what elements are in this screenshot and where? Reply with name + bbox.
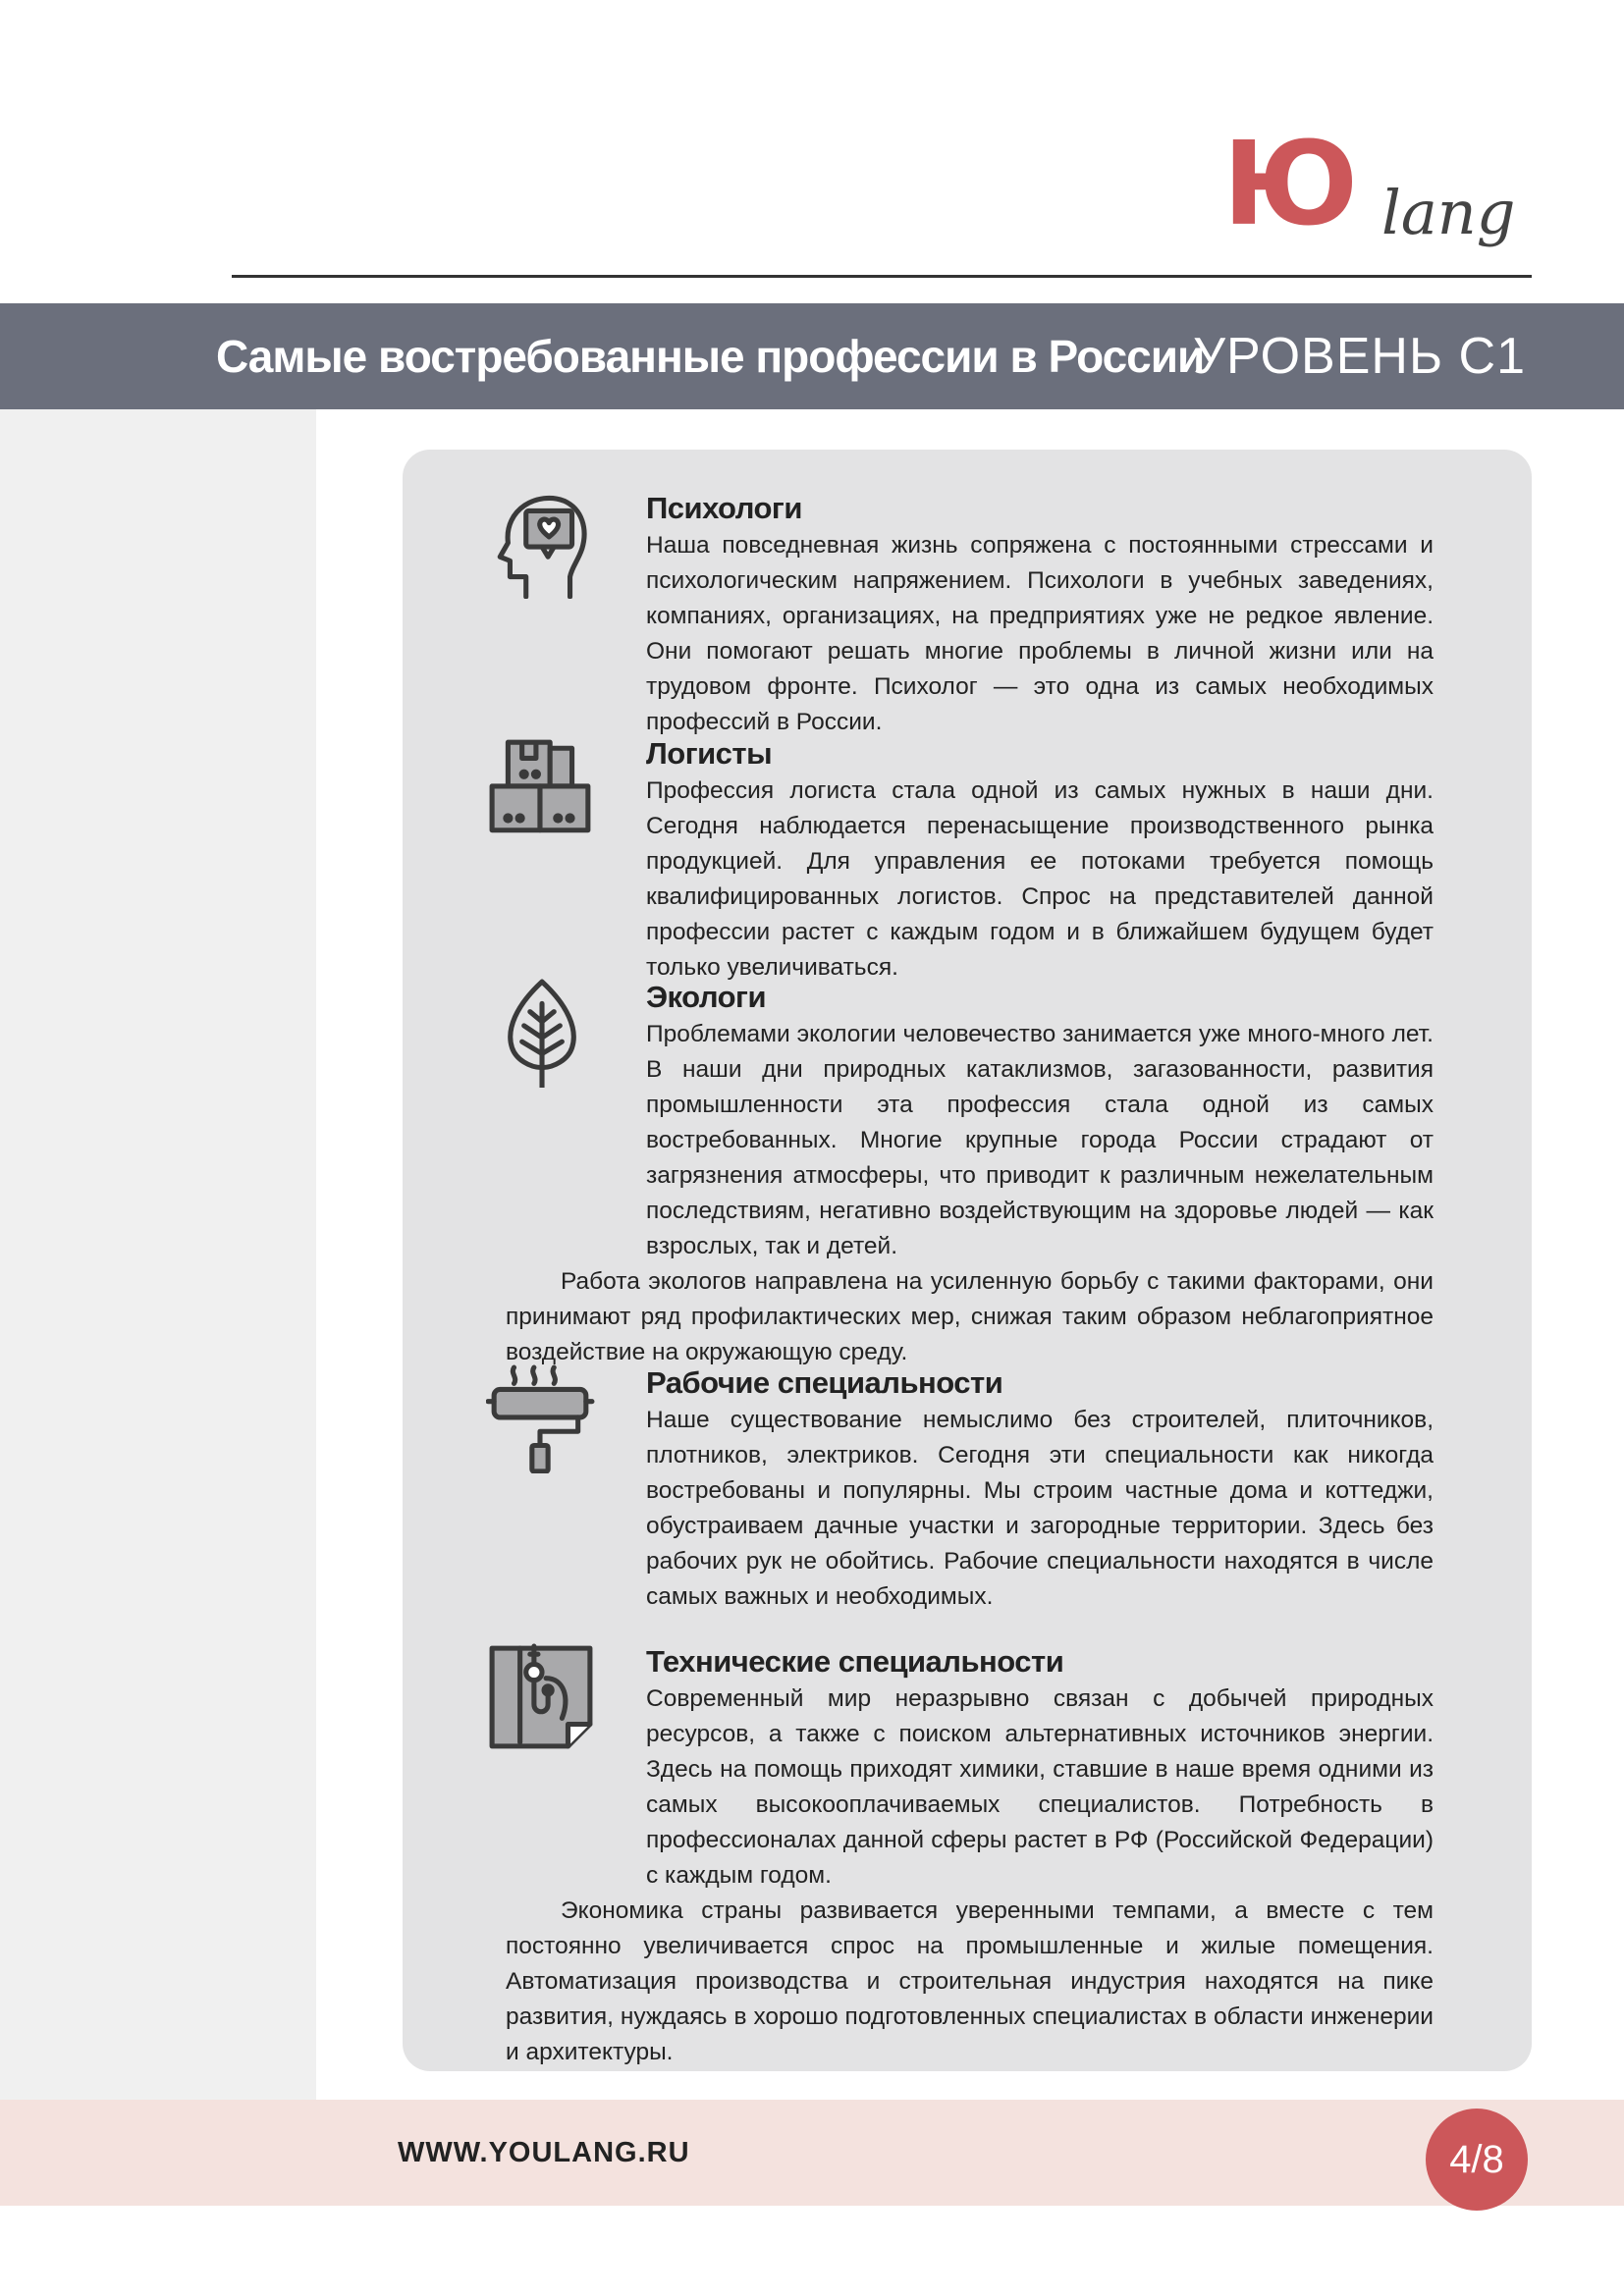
section-text: Наша повседневная жизнь сопряжена с постоянными стрессами и психологическим напряжением. Психологи в учебных заведениях, компаниях, организациях, на предприятиях уже не редкое явление. Они помогают решать многие проблемы в личной жизни или на трудовом фронте. Психолог — это одна из самых необходимых профессий в России. [646,532,1434,735]
section-text: Проблемами экологии человечество занимается уже много-много лет. В наши дни природных катаклизмов, загазованности, развития промышленности эта профессия стала одной из самых востребованных. Многие крупные города России страдают от загрязнения атмосферы, что приводит к различным нежелательным последствиям, негативно воздействующим на здоровье людей — как взрослых, так и детей. [646,1021,1434,1259]
section-working-professions [506,1363,1434,1615]
page-number-badge: 4/8 [1426,2109,1528,2211]
logo-text: lang [1381,177,1516,248]
psychology-head-heart-icon [486,489,596,599]
section-text: Современный мир неразрывно связан с добычей природных ресурсов, а также с поиском альтернативных источников энергии. Здесь на помощь приходят химики, ставшие в наше время одними из самых высокооплачиваемых специалистов. Потребность в профессионалах данной сферы растет в РФ (Российской Федерации) с каждым годом. [646,1685,1434,1889]
header-divider [232,275,1532,278]
section-title: Логисты [646,736,773,771]
section-text: Наше существование немыслимо без строителей, плиточников, плотников, электриков. Сегодня эти специальности как никогда востребованы и популярны. Мы строим частные дома и коттеджи, обустраиваем дачные участки и загородные территории. Здесь без рабочих рук не обойтись. Рабочие специальности находятся в числе самых важных и необходимых. [646,1407,1434,1610]
engineering-blueprint-icon [486,1642,596,1752]
footer [0,2100,1624,2206]
title-bar [0,303,1624,409]
paint-roller-icon [486,1363,596,1473]
section-logisticians [506,734,1434,986]
section-psychologists [506,489,1434,740]
section-title: Технические специальности [646,1644,1064,1679]
section-text: Профессия логиста стала одной из самых нужных в наши дни. Сегодня наблюдается перенасыщение производственного рынка продукцией. Для управления ее потоками требуется помощь квалифицированных логистов. Спрос на представителей данной профессии растет с каждым годом и в ближайшем будущем будет только увеличиваться. [646,777,1434,981]
side-panel [0,409,316,2100]
section-technical-professions [506,1642,1434,2070]
website-link[interactable]: WWW.YOULANG.RU [398,2137,690,2168]
section-ecologists [506,978,1434,1370]
boxes-icon [486,734,596,844]
section-title: Рабочие специальности [646,1365,1003,1400]
section-text-2: Работа экологов направлена на усиленную борьбу с такими факторами, они принимают ряд профилактических мер, снижая таким образом неблагоприятное воздействие на окружающую среду. [506,1268,1434,1365]
section-text-2: Экономика страны развивается уверенными темпами, а вместе с тем постоянно увеличивается спрос на промышленные и жилые помещения. Автоматизация производства и строительная индустрия находятся на пике развития, нуждаясь в хорошо подготовленных специалистах в области инженерии и архитектуры. [506,1897,1434,2065]
section-title: Экологи [646,980,767,1014]
level-label: УРОВЕНЬ С1 [1193,328,1526,385]
leaf-icon [486,978,596,1088]
page-title: Самые востребованные профессии в России [216,331,1205,382]
youlang-logo [1222,116,1546,263]
section-title: Психологи [646,491,802,525]
logo-mark: Ю [1222,116,1353,251]
